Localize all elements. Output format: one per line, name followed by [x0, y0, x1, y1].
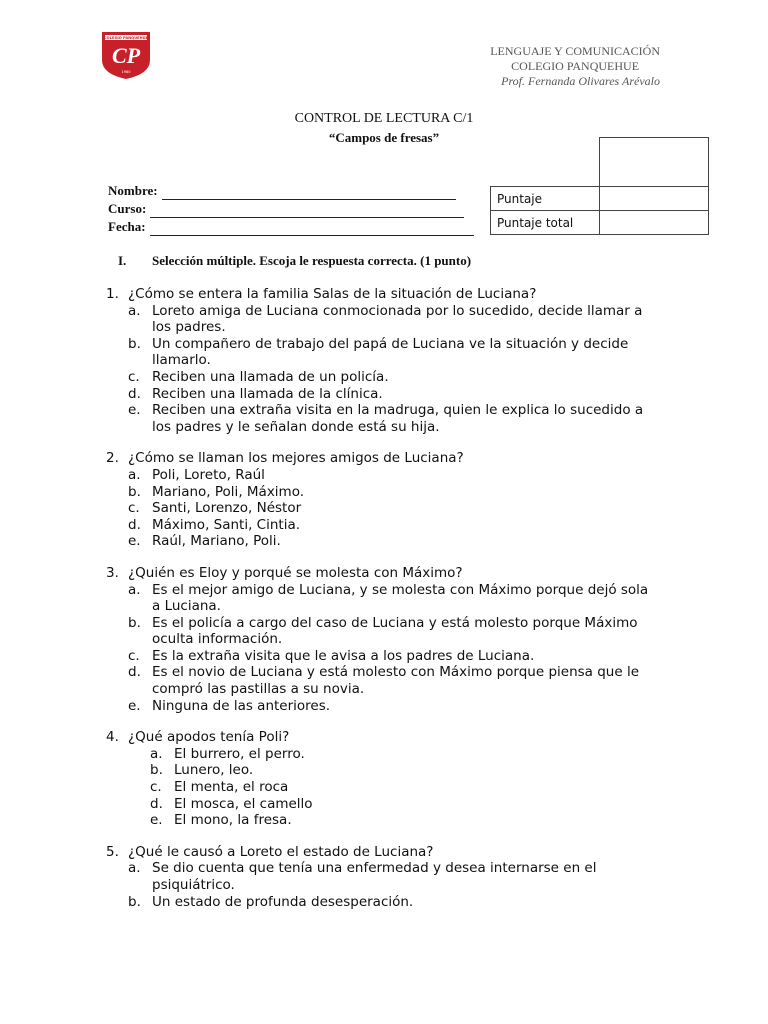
- question-heading: [106, 844, 666, 861]
- option-text-line: Un estado de profunda desesperación.: [152, 893, 414, 910]
- school-name: COLEGIO PANQUEHUE: [511, 59, 640, 73]
- option-letter: e.: [128, 697, 141, 714]
- option-text: [152, 402, 643, 435]
- question-2: [106, 450, 666, 550]
- option-letter: e.: [128, 533, 141, 550]
- page-title: CONTROL DE LECTURA C/1: [294, 111, 474, 126]
- date-line[interactable]: [150, 223, 474, 236]
- option-text-line: Ninguna de las anteriores.: [152, 697, 331, 714]
- option-text: [152, 698, 330, 715]
- answer-option[interactable]: [150, 796, 666, 813]
- option-letter: b.: [128, 483, 141, 500]
- option-letter: d.: [150, 795, 163, 812]
- answer-option[interactable]: [128, 402, 666, 435]
- option-text-line: Santi, Lorenzo, Néstor: [152, 500, 302, 517]
- option-text-line: Loreto amiga de Luciana conmocionada por lo sucedido, decide llamar a: [152, 302, 643, 319]
- option-text-line: Un compañero de trabajo del papá de Luciana ve la situación y decide: [152, 335, 629, 352]
- option-text: [152, 533, 281, 550]
- name-label: Nombre:: [108, 183, 158, 198]
- answer-option[interactable]: [128, 303, 666, 336]
- question-number: 5.: [106, 843, 119, 860]
- option-text: [152, 648, 534, 665]
- option-text: [152, 582, 648, 615]
- section-instructions: Selección múltiple. Escoja le respuesta correcta. (1 punto): [152, 253, 472, 268]
- options-list: [106, 467, 666, 550]
- questions-list: [106, 286, 666, 925]
- question-number: 2.: [106, 450, 119, 467]
- total-score-label: Puntaje total: [491, 211, 600, 235]
- option-text-line: compró las pastillas a su novia.: [152, 681, 365, 698]
- option-letter: c.: [150, 779, 162, 796]
- question-number: 3.: [106, 564, 119, 581]
- option-text: [174, 796, 313, 813]
- score-table: [490, 137, 709, 235]
- option-text: [152, 860, 597, 893]
- date-label: Fecha:: [108, 219, 146, 234]
- option-text: [152, 336, 628, 369]
- answer-option[interactable]: [128, 648, 666, 665]
- option-text-line: Lunero, leo.: [174, 762, 254, 779]
- question-heading: [106, 450, 666, 467]
- option-letter: a.: [150, 745, 163, 762]
- section-heading: [118, 253, 471, 269]
- question-4: [106, 729, 666, 829]
- option-text: [152, 517, 300, 534]
- option-text-line: El mono, la fresa.: [174, 812, 292, 829]
- student-fields: [108, 182, 474, 236]
- option-text-line: El burrero, el perro.: [174, 745, 305, 762]
- option-letter: b.: [128, 614, 141, 631]
- option-letter: b.: [150, 762, 163, 779]
- option-text-line: Es el policía a cargo del caso de Luciana y está molesto porque Máximo: [152, 614, 638, 631]
- school-logo: [100, 30, 152, 80]
- option-letter: e.: [150, 812, 163, 829]
- option-letter: c.: [128, 500, 140, 517]
- date-field[interactable]: [108, 218, 474, 236]
- page-subtitle: “Campos de fresas”: [328, 130, 440, 145]
- option-text-line: Es el mejor amigo de Luciana, y se molesta con Máximo porque dejó sola: [152, 581, 649, 598]
- course-line[interactable]: [150, 205, 464, 218]
- question-text: ¿Quién es Eloy y porqué se molesta con Máximo?: [128, 564, 463, 581]
- answer-option[interactable]: [128, 484, 666, 501]
- score-value-cell[interactable]: [599, 187, 708, 211]
- option-text-line: psiquiátrico.: [152, 877, 235, 893]
- logo-bottom-text: 1980: [121, 70, 131, 74]
- option-text: [174, 779, 288, 796]
- answer-option[interactable]: [150, 779, 666, 796]
- header-info: [490, 44, 660, 89]
- option-letter: c.: [128, 647, 140, 664]
- answer-option[interactable]: [128, 467, 666, 484]
- question-number: 1.: [106, 286, 119, 302]
- option-text: [152, 484, 304, 501]
- question-5: [106, 844, 666, 910]
- option-text-line: llamarlo.: [152, 352, 211, 369]
- question-text: ¿Qué le causó a Loreto el estado de Luciana?: [128, 843, 434, 860]
- option-text: [152, 303, 642, 336]
- option-letter: b.: [128, 893, 141, 910]
- option-letter: d.: [128, 664, 141, 681]
- option-letter: a.: [128, 466, 141, 483]
- option-text-line: Reciben una extraña visita en la madruga, quien le explica lo sucedido a: [152, 402, 644, 419]
- answer-option[interactable]: [128, 860, 666, 893]
- option-letter: a.: [128, 581, 141, 598]
- question-text: ¿Cómo se entera la familia Salas de la situación de Luciana?: [128, 286, 537, 302]
- option-text: [152, 615, 638, 648]
- answer-option[interactable]: [150, 762, 666, 779]
- option-letter: a.: [128, 302, 141, 319]
- score-blank-label: [491, 138, 600, 187]
- options-list: [106, 746, 666, 829]
- question-number: 4.: [106, 729, 119, 746]
- answer-option[interactable]: [128, 386, 666, 403]
- option-letter: c.: [128, 368, 140, 385]
- option-text-line: El menta, el roca: [174, 779, 289, 796]
- option-text: [152, 500, 301, 517]
- logo-top-text: COLEGIO PANQUEHUE: [104, 36, 148, 41]
- option-text-line: los padres.: [152, 319, 226, 336]
- name-field[interactable]: [108, 182, 474, 200]
- section-number: I.: [118, 253, 127, 268]
- question-1: [106, 286, 666, 435]
- subject-name: LENGUAJE Y COMUNICACIÓN: [490, 44, 660, 58]
- option-text: [152, 386, 383, 403]
- answer-option[interactable]: [128, 369, 666, 386]
- option-text-line: Mariano, Poli, Máximo.: [152, 483, 305, 500]
- option-text-line: Raúl, Mariano, Poli.: [152, 533, 281, 550]
- logo-letters: CP: [111, 43, 141, 68]
- question-heading: [106, 565, 666, 582]
- answer-option[interactable]: [128, 615, 666, 648]
- score-blank-cell[interactable]: [599, 138, 708, 187]
- option-text-line: Es el novio de Luciana y está molesto con Máximo porque piensa que le: [152, 664, 640, 681]
- answer-option[interactable]: [128, 500, 666, 517]
- option-text: [152, 664, 639, 697]
- option-letter: a.: [128, 860, 141, 877]
- course-label: Curso:: [108, 201, 147, 216]
- answer-option[interactable]: [128, 533, 666, 550]
- question-text: ¿Qué apodos tenía Poli?: [128, 729, 290, 746]
- option-text-line: Es la extraña visita que le avisa a los padres de Luciana.: [152, 647, 535, 664]
- option-text-line: Se dio cuenta que tenía una enfermedad y desea internarse en el: [152, 860, 597, 877]
- answer-option[interactable]: [128, 664, 666, 697]
- answer-option[interactable]: [128, 894, 666, 911]
- answer-option[interactable]: [128, 582, 666, 615]
- options-list: [106, 303, 666, 436]
- score-label: Puntaje: [491, 187, 600, 211]
- option-text: [152, 467, 265, 484]
- question-heading: [106, 286, 666, 303]
- option-text: [174, 762, 253, 779]
- answer-option[interactable]: [128, 517, 666, 534]
- option-letter: b.: [128, 335, 141, 352]
- option-text: [152, 894, 413, 911]
- option-text-line: los padres y le señalan donde está su hija.: [152, 418, 440, 435]
- answer-option[interactable]: [150, 746, 666, 763]
- name-line[interactable]: [162, 187, 456, 200]
- course-field[interactable]: [108, 200, 474, 218]
- answer-option[interactable]: [150, 812, 666, 829]
- question-heading: [106, 729, 666, 746]
- option-text-line: Máximo, Santi, Cintia.: [152, 516, 301, 533]
- option-text: [174, 746, 305, 763]
- option-text-line: Reciben una llamada de un policía.: [152, 368, 389, 385]
- option-text: [152, 369, 389, 386]
- answer-option[interactable]: [128, 336, 666, 369]
- total-score-value-cell[interactable]: [599, 211, 708, 235]
- option-text-line: El mosca, el camello: [174, 795, 313, 812]
- options-list: [106, 582, 666, 715]
- option-text-line: oculta información.: [152, 631, 283, 648]
- option-letter: e.: [128, 402, 141, 419]
- options-list: [106, 860, 666, 910]
- option-text-line: Reciben una llamada de la clínica.: [152, 385, 383, 402]
- option-letter: d.: [128, 385, 141, 402]
- option-letter: d.: [128, 516, 141, 533]
- teacher-name: Prof. Fernanda Olivares Arévalo: [501, 74, 660, 88]
- question-3: [106, 565, 666, 714]
- option-text: [174, 812, 292, 829]
- option-text-line: Poli, Loreto, Raúl: [152, 466, 265, 483]
- answer-option[interactable]: [128, 698, 666, 715]
- question-text: ¿Cómo se llaman los mejores amigos de Luciana?: [128, 450, 464, 467]
- option-text-line: a Luciana.: [152, 598, 221, 615]
